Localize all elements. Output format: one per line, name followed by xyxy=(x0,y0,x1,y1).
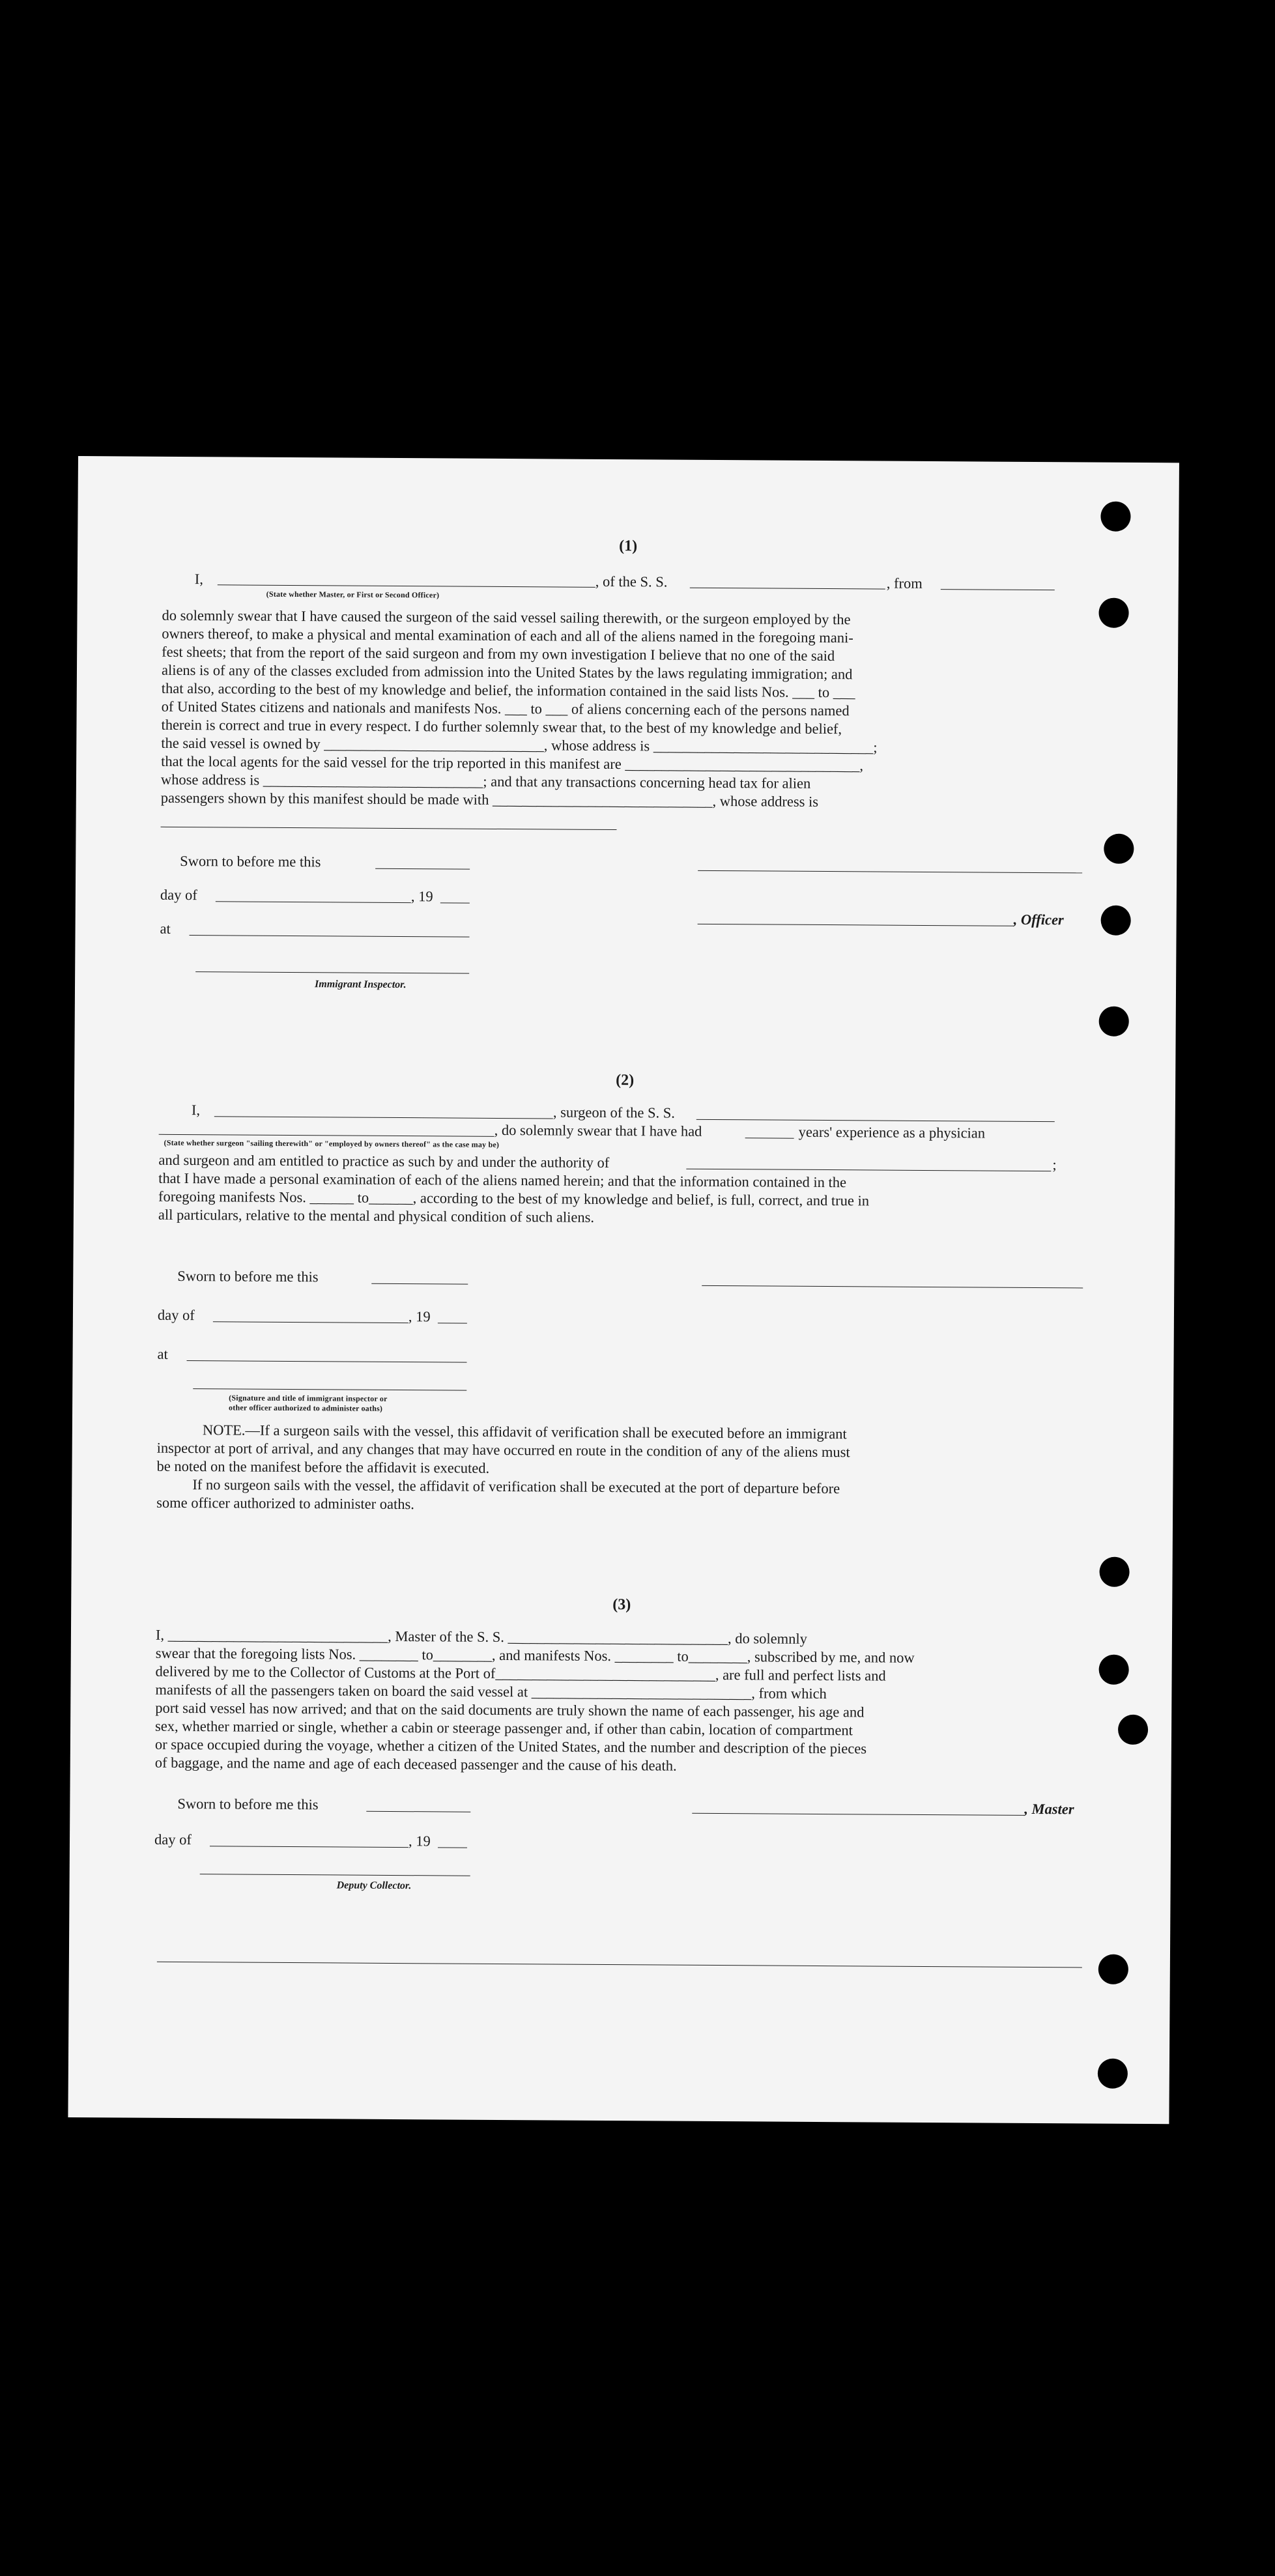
at-line xyxy=(190,935,470,937)
body-line: foregoing manifests Nos. ______ to______, according to the best of my knowledge and belief, is full, correct, and true in xyxy=(158,1188,870,1209)
sworn-line xyxy=(366,1811,470,1812)
sworn-line xyxy=(371,1283,468,1285)
body-line: the said vessel is owned by ______________________________, whose address is ______________________________; xyxy=(161,734,878,756)
section-2-caption: (State whether surgeon "sailing therewith" or "employed by owners thereof" as the case may be) xyxy=(164,1138,500,1149)
binder-hole xyxy=(1100,502,1130,532)
section-1-year: , 19 xyxy=(410,888,433,905)
body-line: or space occupied during the voyage, whether a citizen of the United States, and the number and description of the pieces xyxy=(154,1736,867,1757)
body-line: I, ______________________________, Master of the S. S. ______________________________, do solemnly xyxy=(155,1626,807,1647)
day-line xyxy=(210,1846,408,1848)
section-1-number: (1) xyxy=(619,537,638,555)
body-line: that the local agents for the said vessel for the trip reported in this manifest are ________________________________, xyxy=(161,752,864,774)
body-line: and surgeon and am entitled to practice as such by and under the authority of xyxy=(158,1151,610,1171)
section-2-number: (2) xyxy=(616,1072,635,1089)
document-page xyxy=(68,456,1179,2124)
binder-hole xyxy=(1099,1655,1129,1685)
collector-line xyxy=(200,1874,470,1876)
note-line: be noted on the manifest before the affidavit is executed. xyxy=(156,1457,490,1476)
binder-hole xyxy=(1099,1557,1129,1587)
at-line xyxy=(187,1360,467,1363)
surgeon-vessel-line xyxy=(696,1119,1055,1122)
body-line: fest sheets; that from the report of the said surgeon and from my own investigation I believe that no one of the said xyxy=(162,643,835,665)
signature-line xyxy=(702,1285,1083,1289)
section-2-surgeon-of: , surgeon of the S. S. xyxy=(552,1104,676,1121)
note-line: If no surgeon sails with the vessel, the affidavit of verification shall be executed at the port of departure before xyxy=(192,1476,840,1497)
body-line: therein is correct and true in every respect. I do further solemnly swear that, to the best of my knowledge and belief, xyxy=(161,716,842,737)
body-line: owners thereof, to make a physical and mental examination of each and all of the aliens named in the foregoing mani- xyxy=(162,625,853,646)
section-1-sworn: Sworn to before me this xyxy=(180,852,321,870)
binder-hole xyxy=(1098,1954,1128,1984)
authority-line xyxy=(686,1169,1051,1171)
master-line xyxy=(692,1813,1024,1816)
body-line: sex, whether married or single, whether a cabin or steerage passenger and, if other than cabin, location of compartment xyxy=(155,1717,853,1739)
inspector-line xyxy=(193,1388,466,1391)
section-2-sworn: Sworn to before me this xyxy=(177,1267,319,1285)
section-1-inspector: Immigrant Inspector. xyxy=(315,979,407,991)
binder-hole xyxy=(1098,598,1128,628)
year-line xyxy=(438,1847,467,1848)
section-1-day-of: day of xyxy=(160,886,197,904)
section-1-body xyxy=(161,607,1061,812)
section-3-number: (3) xyxy=(612,1596,631,1614)
section-3-sworn: Sworn to before me this xyxy=(177,1795,319,1813)
section-1-from-line xyxy=(941,589,1055,590)
section-2-at: at xyxy=(157,1345,168,1362)
section-2-sig-caption-1: (Signature and title of immigrant inspector or xyxy=(229,1393,388,1403)
section-2-line1-end: years' experience as a physician xyxy=(798,1123,986,1141)
section-2-i: I, xyxy=(191,1102,201,1119)
body-line: that I have made a personal examination of each of the aliens named herein; and that the information contained in the xyxy=(158,1169,847,1191)
section-1-at: at xyxy=(160,920,171,937)
note-line: some officer authorized to administer oaths. xyxy=(156,1494,414,1513)
section-1-i: I, xyxy=(194,571,204,588)
note-line: inspector at port of arrival, and any changes that may have occurred en route in the condition of any of the aliens must xyxy=(156,1439,850,1461)
body-line: of United States citizens and nationals and manifests Nos. ___ to ___ of aliens concerning each of the persons named xyxy=(161,698,850,719)
section-1-vessel-line xyxy=(690,588,885,590)
year-line xyxy=(440,902,470,903)
section-1-caption: (State whether Master, or First or Second Officer) xyxy=(266,589,440,600)
officer-line xyxy=(698,924,1014,926)
sworn-line xyxy=(375,868,470,870)
section-3-day-of: day of xyxy=(154,1831,192,1848)
footer-rule xyxy=(157,1962,1082,1968)
day-line xyxy=(213,1321,408,1323)
section-1-officer: , Officer xyxy=(1013,911,1064,928)
body-line: passengers shown by this manifest should be made with ______________________________, whose address is xyxy=(160,789,819,810)
surgeon-status-line xyxy=(159,1134,494,1137)
note-line: NOTE.—If a surgeon sails with the vessel, this affidavit of verification shall be executed before an immigrant xyxy=(202,1422,847,1442)
body-line: delivered by me to the Collector of Customs at the Port of______________________________, are full and perfect lists and xyxy=(155,1663,886,1684)
semicolon: ; xyxy=(1052,1156,1057,1173)
binder-hole xyxy=(1104,834,1134,864)
body-line: that also, according to the best of my knowledge and belief, the information contained in the said lists Nos. ___ to ___ xyxy=(161,680,855,701)
day-line xyxy=(216,901,411,903)
body-line: manifests of all the passengers taken on board the said vessel at ______________________________, from which xyxy=(155,1681,827,1702)
section-2-line1-mid: , do solemnly swear that I have had xyxy=(494,1121,702,1139)
binder-hole xyxy=(1099,1007,1129,1037)
signature-line xyxy=(698,870,1082,874)
body-line: whose address is ______________________________; and that any transactions concerning head tax for alien xyxy=(160,771,811,792)
binder-hole xyxy=(1101,906,1131,936)
body-line: do solemnly swear that I have caused the surgeon of the said vessel sailing therewith, or the surgeon employed by the xyxy=(162,607,851,628)
body-line: all particulars, relative to the mental and physical condition of such aliens. xyxy=(158,1206,595,1225)
section-1-from: , from xyxy=(886,575,923,592)
body-line: swear that the foregoing lists Nos. ________ to________, and manifests Nos. ________ to________, subscribed by me, and now xyxy=(155,1644,915,1666)
section-3-year: , 19 xyxy=(408,1833,431,1850)
section-1-name-line xyxy=(218,584,595,588)
binder-hole xyxy=(1098,2059,1128,2089)
body-line: port said vessel has now arrived; and that on the said documents are truly shown the name of each passenger, his age and xyxy=(155,1699,865,1721)
section-3-master: , Master xyxy=(1024,1800,1074,1818)
body-line: aliens is of any of the classes excluded from admission into the United States by the laws regulating immigration; and xyxy=(161,661,853,683)
surgeon-name-line xyxy=(214,1116,553,1119)
section-2-day-of: day of xyxy=(157,1306,195,1324)
inspector-line xyxy=(195,971,469,974)
section-2-sig-caption-2: other officer authorized to administer oaths) xyxy=(229,1403,383,1413)
section-1-trailing-line xyxy=(161,827,617,830)
section-3-body xyxy=(155,1626,1058,1777)
binder-hole xyxy=(1118,1715,1148,1745)
section-2-body xyxy=(158,1151,1058,1229)
section-3-deputy: Deputy Collector. xyxy=(336,1880,412,1892)
section-2-year: , 19 xyxy=(408,1308,431,1325)
section-1-of-ss: , of the S. S. xyxy=(595,573,668,590)
body-line: of baggage, and the name and age of each deceased passenger and the cause of his death. xyxy=(154,1754,677,1774)
